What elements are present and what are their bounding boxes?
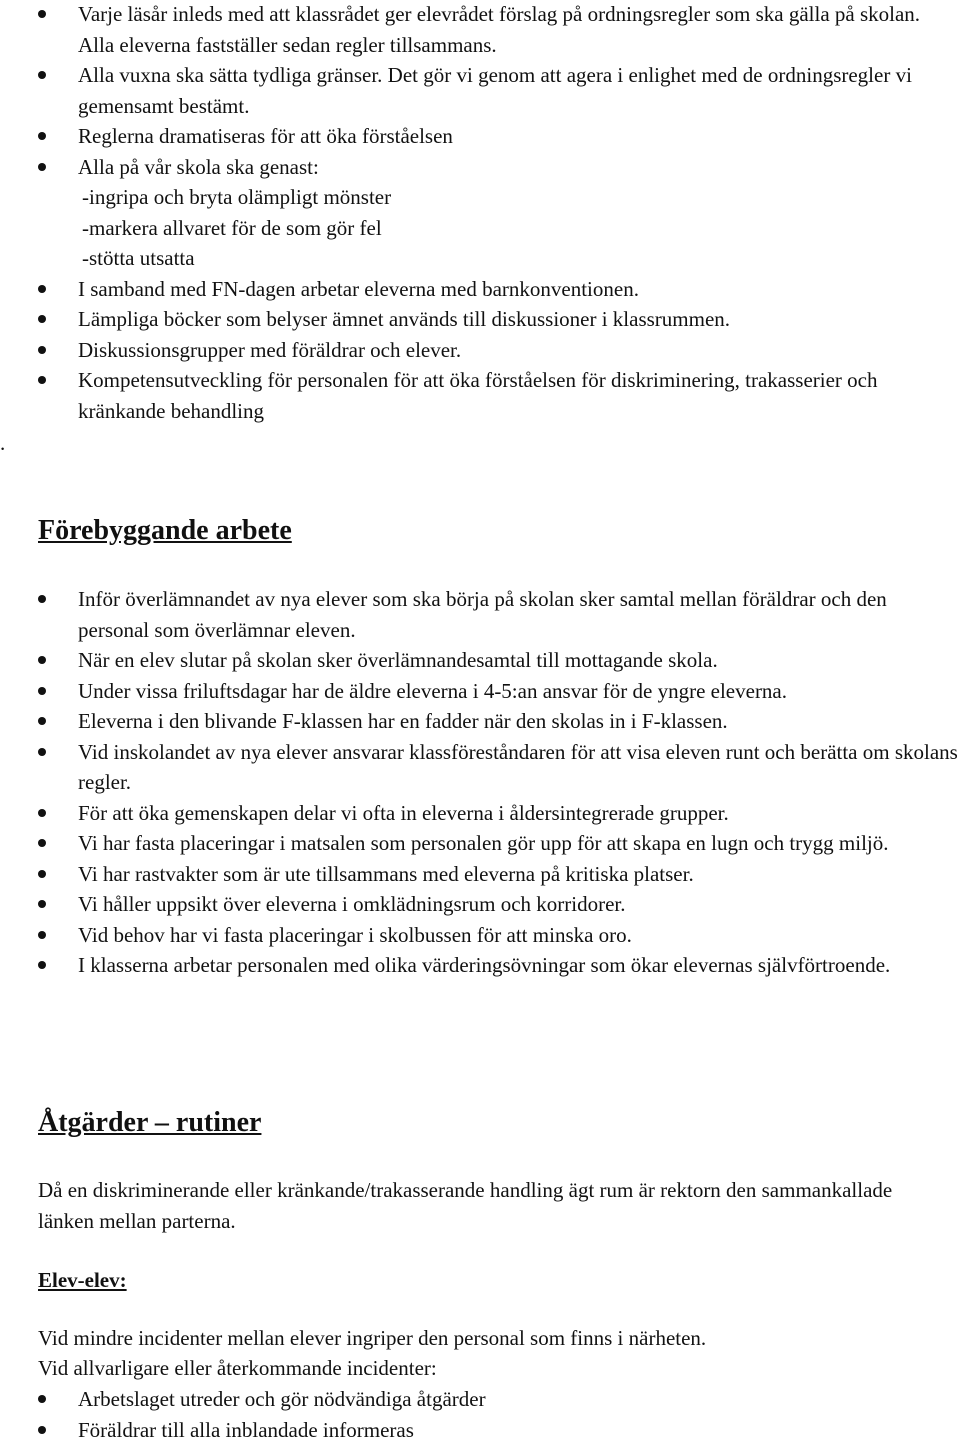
list-item: Kompetensutveckling för personalen för att öka förståelsen för diskriminering, trakasserier och kränkande behandling (38, 365, 928, 426)
list-item: Föräldrar till alla inblandade informeras (38, 1415, 958, 1445)
sub-item: -stötta utsatta (78, 243, 928, 274)
list-item: Reglerna dramatiseras för att öka förståelsen (38, 121, 928, 152)
bullet-icon (38, 900, 46, 908)
bullet-icon (38, 346, 46, 354)
list-item: Vi har rastvakter som är ute tillsammans med eleverna på kritiska platser. (38, 859, 958, 890)
list-item: Vi håller uppsikt över eleverna i omklädningsrum och korridorer. (38, 889, 958, 920)
list-item: Alla vuxna ska sätta tydliga gränser. Det gör vi genom att agera i enlighet med de ordningsregler vi gemensamt bestämt. (38, 60, 928, 121)
top-bullet-list (38, 0, 928, 426)
forebyggande-bullet-list (38, 584, 958, 981)
list-item: När en elev slutar på skolan sker överlämnandesamtal till mottagande skola. (38, 645, 958, 676)
list-item: Diskussionsgrupper med föräldrar och elever. (38, 335, 928, 366)
bullet-icon (38, 71, 46, 79)
bullet-icon (38, 656, 46, 664)
list-item: Vid behov har vi fasta placeringar i skolbussen för att minska oro. (38, 920, 958, 951)
bullet-icon (38, 285, 46, 293)
bullet-icon (38, 931, 46, 939)
section-heading-forebyggande: Förebyggande arbete (38, 514, 292, 548)
paragraph-line: Vid mindre incidenter mellan elever ingriper den personal som finns i närheten. (38, 1323, 938, 1354)
list-item: Alla på vår skola ska genast: -ingripa och bryta olämpligt mönster -markera allvaret för de som gör fel -stötta utsatta (38, 152, 928, 274)
bullet-icon (38, 595, 46, 603)
list-item: Vid inskolandet av nya elever ansvarar klassföreståndaren för att visa eleven runt och berätta om skolans regler. (38, 737, 958, 798)
bullet-icon (38, 1395, 46, 1403)
bullet-icon (38, 1426, 46, 1434)
bullet-icon (38, 315, 46, 323)
list-item: I klasserna arbetar personalen med olika värderingsövningar som ökar elevernas självförtroende. (38, 950, 958, 981)
sub-item: -ingripa och bryta olämpligt mönster (78, 182, 928, 213)
bullet-icon (38, 10, 46, 18)
list-item: I samband med FN-dagen arbetar eleverna med barnkonventionen. (38, 274, 928, 305)
stray-mark: . (0, 428, 5, 459)
list-item: Arbetslaget utreder och gör nödvändiga åtgärder (38, 1384, 958, 1415)
list-item: Varje läsår inleds med att klassrådet ger elevrådet förslag på ordningsregler som ska gälla på skolan. Alla eleverna fastställer sedan regler tillsammans. (38, 0, 928, 60)
bullet-icon (38, 870, 46, 878)
list-item: Vi har fasta placeringar i matsalen som personalen gör upp för att skapa en lugn och trygg miljö. (38, 828, 958, 859)
bullet-icon (38, 163, 46, 171)
subheading-elev-elev: Elev-elev: (38, 1265, 127, 1295)
list-item: Under vissa friluftsdagar har de äldre eleverna i 4-5:an ansvar för de yngre eleverna. (38, 676, 958, 707)
list-item: Lämpliga böcker som belyser ämnet används till diskussioner i klassrummen. (38, 304, 928, 335)
bullet-icon (38, 809, 46, 817)
bullet-icon (38, 687, 46, 695)
bullet-icon (38, 717, 46, 725)
atgarder-bullet-list (38, 1384, 958, 1445)
list-item: Eleverna i den blivande F-klassen har en fadder när den skolas in i F-klassen. (38, 706, 958, 737)
list-item: För att öka gemenskapen delar vi ofta in eleverna i åldersintegrerade grupper. (38, 798, 958, 829)
bullet-icon (38, 132, 46, 140)
section-heading-atgarder: Åtgärder – rutiner (38, 1106, 261, 1140)
atgarder-intro: Då en diskriminerande eller kränkande/trakasserande handling ägt rum är rektorn den sammankallade länken mellan parterna. (38, 1175, 938, 1236)
sub-item: -markera allvaret för de som gör fel (78, 213, 928, 244)
paragraph-line: Vid allvarligare eller återkommande incidenter: (38, 1353, 938, 1384)
bullet-icon (38, 748, 46, 756)
bullet-icon (38, 961, 46, 969)
bullet-icon (38, 376, 46, 384)
bullet-icon (38, 839, 46, 847)
list-item: Inför överlämnandet av nya elever som ska börja på skolan sker samtal mellan föräldrar och den personal som överlämnar eleven. (38, 584, 958, 645)
